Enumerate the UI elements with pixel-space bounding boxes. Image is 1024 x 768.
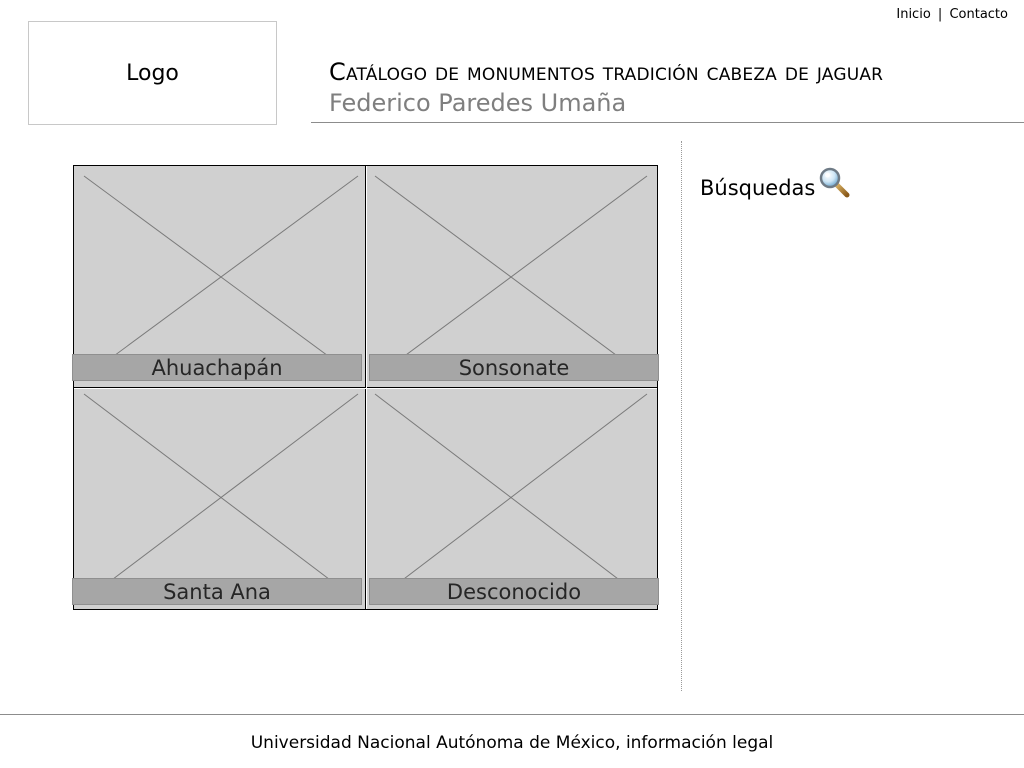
- region-grid: [73, 165, 658, 610]
- nav-separator: |: [937, 7, 943, 22]
- top-nav: [896, 7, 1008, 22]
- region-label: Desconocido: [369, 578, 659, 605]
- region-label: Sonsonate: [369, 354, 659, 381]
- search-label[interactable]: Búsquedas: [700, 176, 816, 200]
- page-title: Catálogo de monumentos tradición cabeza de jaguar: [329, 58, 884, 86]
- region-label: Santa Ana: [72, 578, 362, 605]
- logo-label: Logo: [126, 60, 179, 86]
- region-card-sonsonate[interactable]: [367, 166, 657, 388]
- header-divider: [311, 122, 1024, 123]
- footer-divider: [0, 714, 1024, 715]
- magnifier-icon[interactable]: [818, 166, 850, 198]
- image-placeholder-icon: [74, 389, 366, 609]
- image-placeholder-icon: [367, 389, 657, 609]
- region-card-desconocido[interactable]: [367, 389, 657, 609]
- region-card-ahuachapan[interactable]: [74, 166, 366, 388]
- logo-placeholder[interactable]: [28, 21, 277, 125]
- sidebar-divider: [681, 141, 682, 691]
- page-subtitle: Federico Paredes Umaña: [329, 89, 627, 117]
- region-label: Ahuachapán: [72, 354, 362, 381]
- nav-link-inicio[interactable]: Inicio: [896, 7, 931, 22]
- nav-link-contacto[interactable]: Contacto: [949, 7, 1008, 22]
- region-card-santa-ana[interactable]: [74, 389, 366, 609]
- footer-legal[interactable]: Universidad Nacional Autónoma de México, información legal: [250, 733, 774, 753]
